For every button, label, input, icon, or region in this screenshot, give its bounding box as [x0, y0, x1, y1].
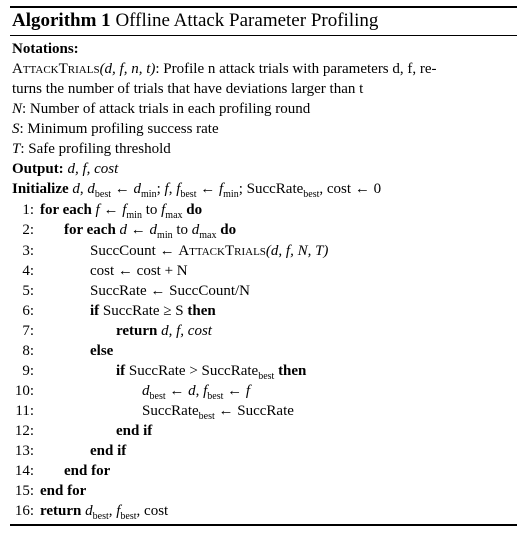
bottom-rule [10, 524, 517, 526]
notation-S: S: Minimum profiling success rate [12, 121, 219, 137]
algo-line-11: 11: SuccRate$_{best}$ ← SuccRate [15, 403, 294, 422]
algo-line-2: 2: for each d ← $d_{min}$ to $d_{max}$ do [22, 222, 237, 241]
algo-line-3: 3: SuccCount ← AttackTrials(d, f, N, T) [22, 243, 329, 259]
algo-line-14: 14: end for [14, 463, 111, 479]
algorithm-title [12, 9, 378, 33]
notation-attacktrials [12, 60, 437, 78]
algorithm-label: Algorithm 1 [12, 10, 111, 31]
algo-line-12: 12: end if [14, 423, 153, 439]
algo-line-1: 1: for each f ← $f_{min}$ to $f_{max}$ do [22, 202, 203, 221]
algo-line-7: 7: return d, f, cost [22, 323, 212, 339]
algo-line-8: 8: else [22, 343, 114, 359]
top-rule [10, 6, 517, 8]
algorithm-name: Offline Attack Parameter Profiling [115, 10, 379, 31]
notation-T: T: Safe profiling threshold [12, 141, 171, 157]
algo-line-16: 16: return $d_{best}$, $f_{best}$, cost [14, 503, 169, 522]
notation-N: N: Number of attack trials in each profiling round [12, 101, 311, 117]
notation-attacktrials-cont: turns the number of trials that have deviations larger than t [12, 81, 364, 97]
algo-line-5: 5: SuccRate ← SuccCount/N [22, 283, 250, 299]
algo-line-4: 4: cost ← cost + N [22, 263, 188, 279]
title-rule [10, 35, 517, 36]
algo-line-15: 15: end for [14, 483, 87, 499]
initialize-line: Initialize d, $d_{best}$ ← $d_{min}$; f, $f_{best}$ ← $f_{min}$; SuccRate$_{best}$, cost ← 0 [12, 181, 382, 200]
attacktrials-desc-1: : Profile n attack trials with parameters d, f, re- [155, 61, 437, 77]
output-line: Output: d, f, cost [12, 161, 119, 177]
attacktrials-name: AttackTrials [12, 61, 100, 77]
notations-label: Notations: [12, 41, 79, 57]
algo-line-10: 10: $d_{best}$ ← d, $f_{best}$ ← f [14, 383, 251, 402]
algo-line-6: 6: if SuccRate ≥ S then [22, 303, 216, 319]
attacktrials-args: (d, f, n, t) [99, 61, 156, 77]
algo-line-13: 13: end if [14, 443, 127, 459]
algo-line-9: 9: if SuccRate > SuccRate$_{best}$ then [22, 363, 307, 382]
